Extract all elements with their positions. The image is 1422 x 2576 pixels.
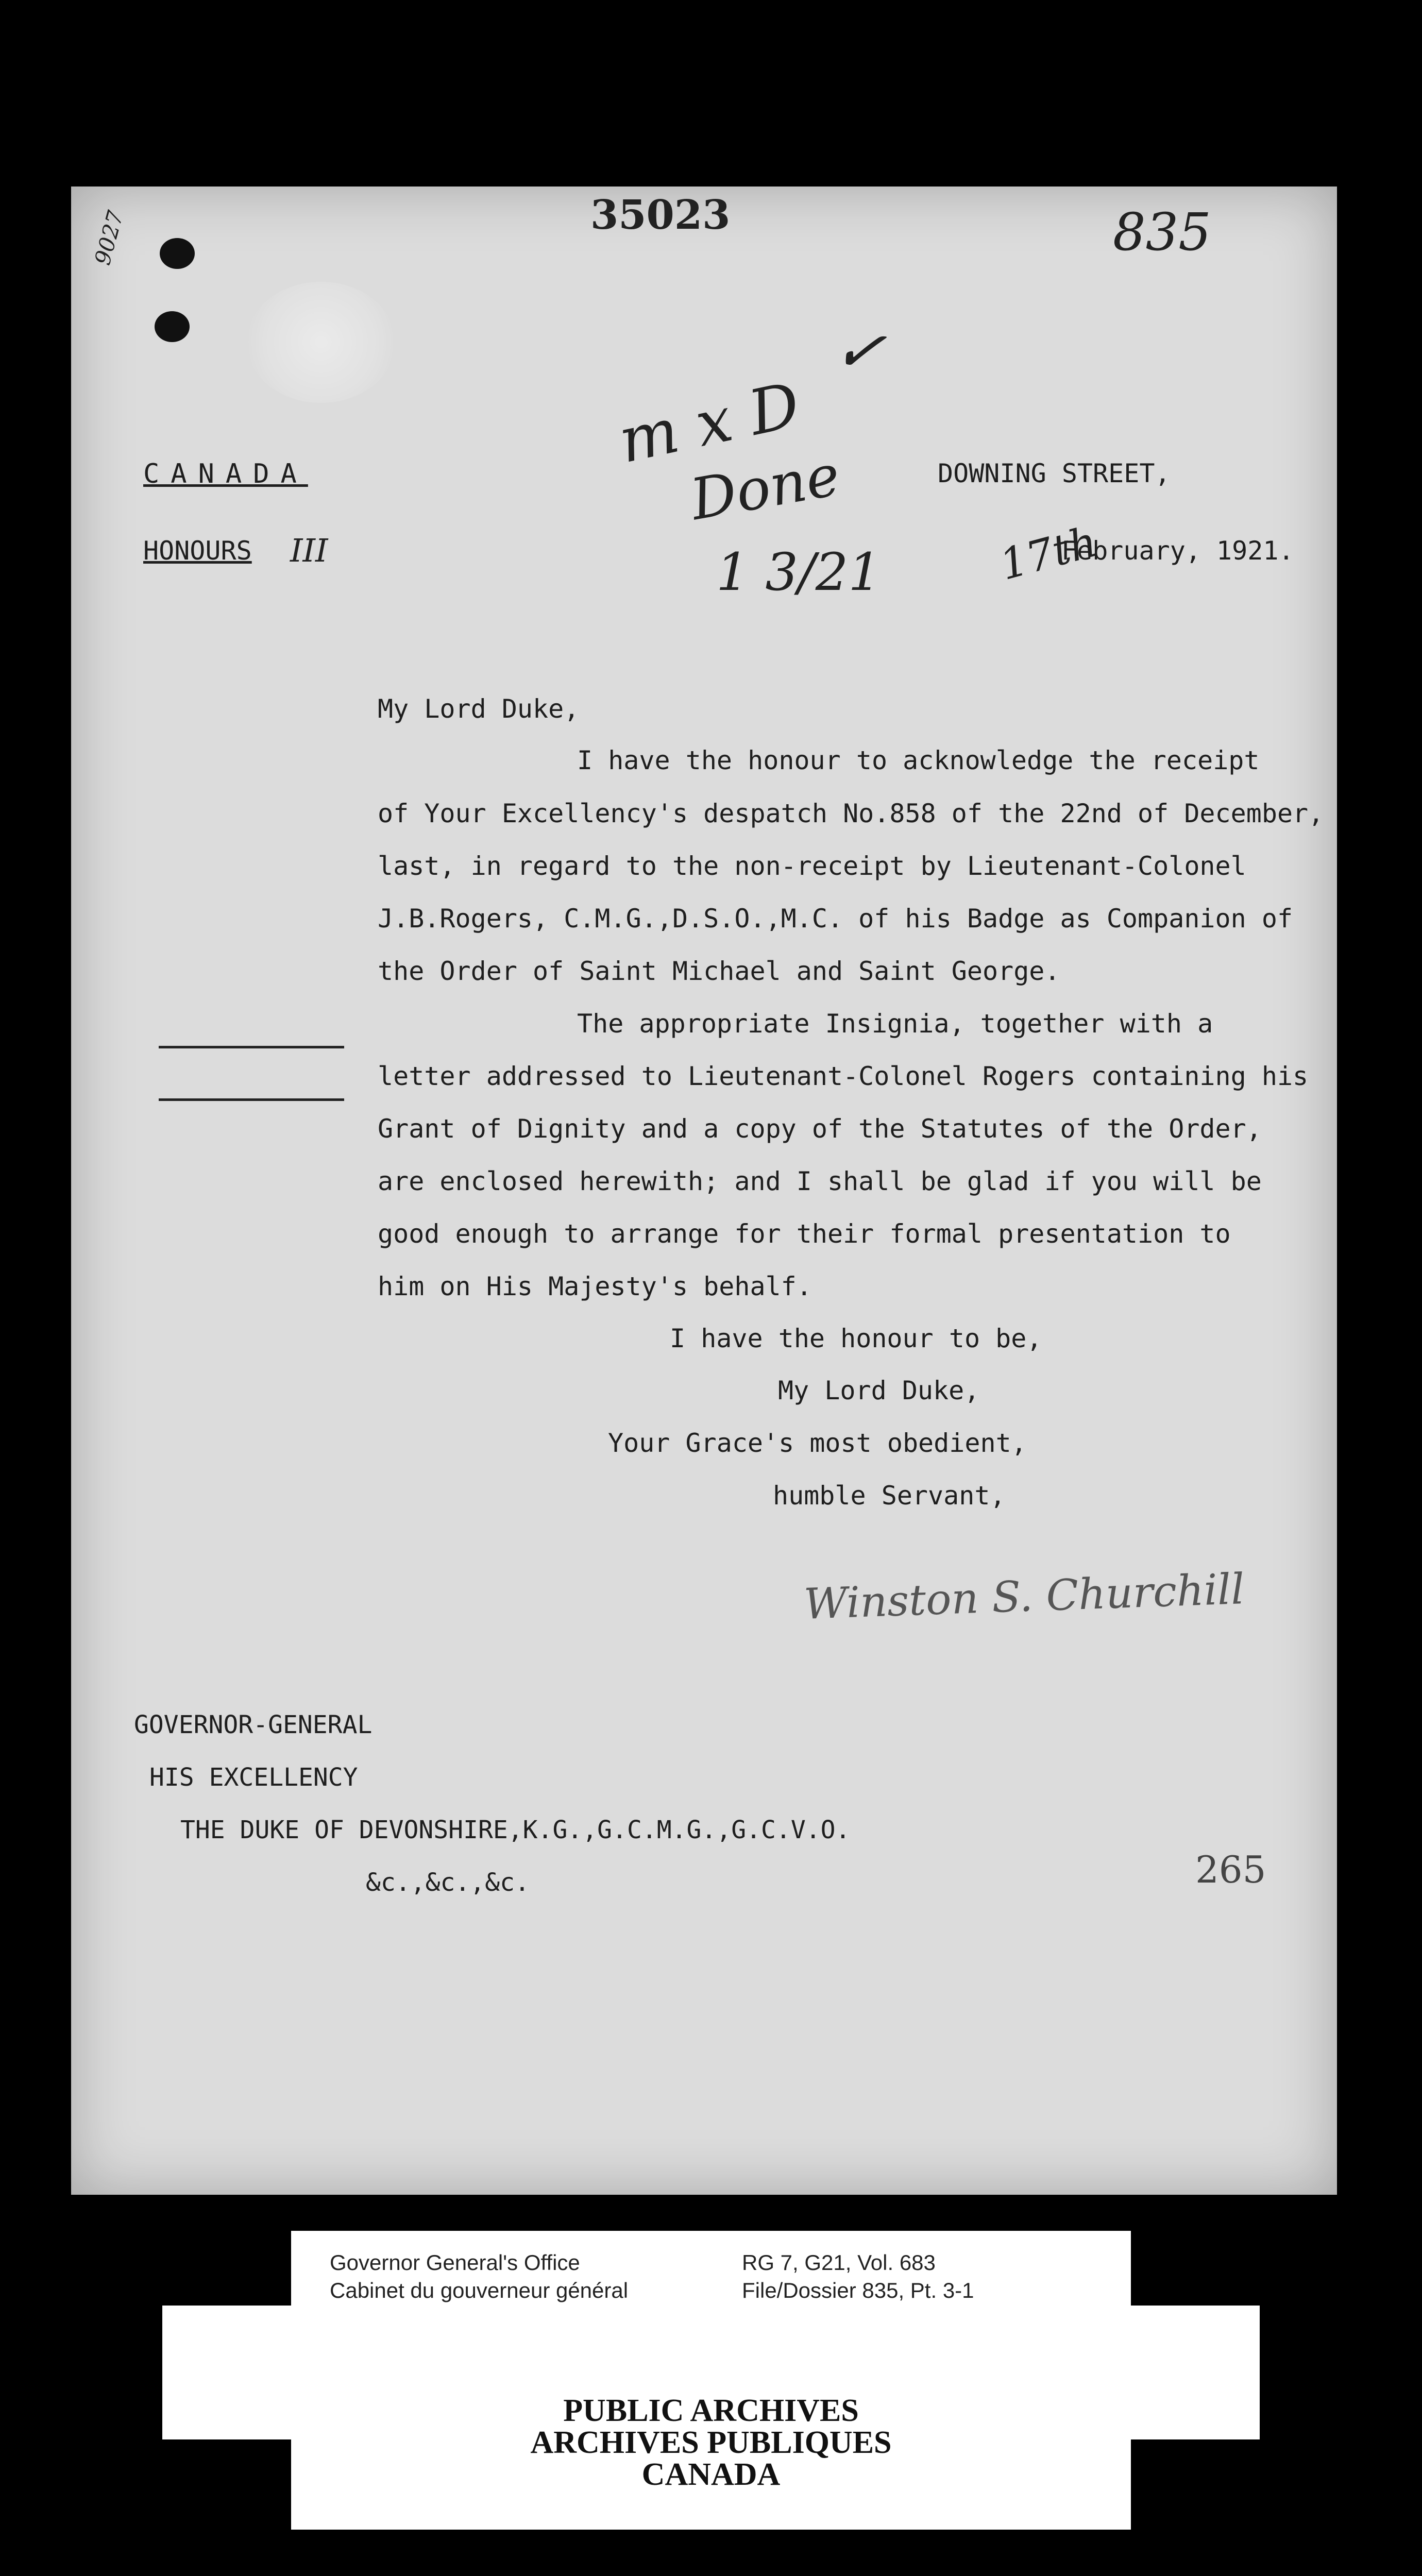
margin-note: 9027	[89, 208, 128, 268]
header-subject: HONOURS	[143, 536, 252, 566]
label-office-en: Governor General's Office	[330, 2250, 580, 2275]
addressee-line: &c.,&c.,&c.	[366, 1868, 530, 1897]
annotation-date: 1 3/21	[716, 542, 881, 602]
closing-line: I have the honour to be,	[670, 1324, 1042, 1353]
body-line: of Your Excellency's despatch No.858 of the 22nd of December,	[378, 799, 1324, 828]
body-line: The appropriate Insignia, together with a	[577, 1009, 1213, 1039]
punch-hole-bottom	[155, 311, 190, 342]
header-country: CANADA	[143, 459, 308, 489]
addressee-line: GOVERNOR-GENERAL	[134, 1710, 373, 1739]
body-line: I have the honour to acknowledge the receipt	[577, 745, 1260, 775]
annotation-mxd: m x D	[613, 369, 806, 478]
closing-line: humble Servant,	[773, 1481, 1006, 1511]
archives-title-fr: ARCHIVES PUBLIQUES	[530, 2425, 892, 2460]
body-line: J.B.Rogers, C.M.G.,D.S.O.,M.C. of his Badge as Companion of	[378, 904, 1293, 934]
embossed-seal	[246, 282, 396, 403]
body-line: last, in regard to the non-receipt by Lieutenant-Colonel	[378, 851, 1246, 881]
body-line: letter addressed to Lieutenant-Colonel Rogers containing his	[378, 1061, 1309, 1091]
body-line: good enough to arrange for their formal presentation to	[378, 1219, 1231, 1249]
closing-line: Your Grace's most obedient,	[608, 1428, 1027, 1458]
archive-label	[291, 2231, 1131, 2530]
archives-title-en: PUBLIC ARCHIVES	[563, 2393, 859, 2428]
closing-line: My Lord Duke,	[778, 1376, 980, 1405]
page-number: 265	[1195, 1848, 1266, 1891]
body-line: are enclosed herewith; and I shall be glad if you will be	[378, 1166, 1262, 1196]
file-number: 835	[1113, 202, 1211, 262]
check-mark-icon: ✓	[828, 312, 890, 391]
signature: Winston S. Churchill	[803, 1565, 1245, 1629]
stamp-number: 35023	[590, 192, 731, 239]
body-line: Grant of Dignity and a copy of the Statutes of the Order,	[378, 1114, 1262, 1144]
header-date-day: 17th	[994, 517, 1103, 590]
header-place: DOWNING STREET,	[938, 459, 1171, 488]
punch-hole-top	[160, 238, 195, 269]
header-date: February, 1921.	[1061, 536, 1294, 566]
margin-line	[159, 1046, 344, 1048]
annotation-done: Done	[686, 442, 845, 533]
label-office-fr: Cabinet du gouverneur général	[330, 2278, 629, 2302]
label-ref-file: File/Dossier 835, Pt. 3-1	[742, 2278, 974, 2302]
body-line: him on His Majesty's behalf.	[378, 1272, 812, 1301]
addressee-line: THE DUKE OF DEVONSHIRE,K.G.,G.C.M.G.,G.C.V.O.	[180, 1816, 851, 1844]
label-ref-volume: RG 7, G21, Vol. 683	[742, 2250, 936, 2275]
letter-page	[71, 187, 1337, 2195]
margin-line	[159, 1098, 344, 1101]
header-subject-mark: III	[290, 532, 328, 569]
salutation: My Lord Duke,	[378, 694, 580, 724]
body-line: the Order of Saint Michael and Saint George.	[378, 956, 1060, 986]
addressee-line: HIS EXCELLENCY	[149, 1763, 358, 1792]
archives-title-country: CANADA	[641, 2457, 781, 2492]
